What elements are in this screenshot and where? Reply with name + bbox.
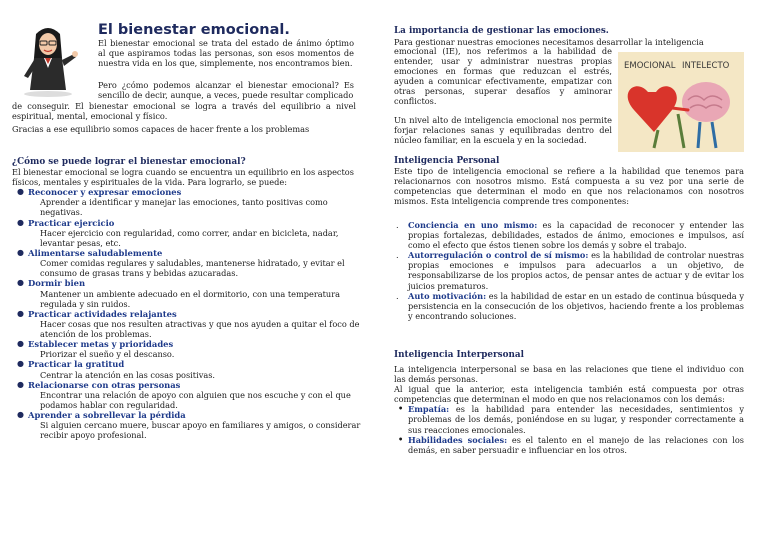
interpersonal-heading: Inteligencia Interpersonal: [394, 350, 524, 360]
component-term: Autorregulación o control de sí mismo:: [408, 250, 589, 261]
list-item: [17, 410, 362, 441]
personal-section: [394, 156, 744, 206]
section-intro: El bienestar emocional se logra cuando se encuentra un equilibrio en los aspectos físicos, mentales y espirituales de la vida. Para lograrlo, se puede:: [12, 167, 354, 188]
intro-paragraph-4: Gracias a ese equilibrio somos capaces de hacer frente a los problemas: [12, 124, 310, 134]
tip-desc: Hacer ejercicio con regularidad, como correr, andar en bicicleta, nadar, levantar pesas, etc.: [40, 227, 339, 248]
tip-desc: Encontrar una relación de apoyo con alguien que nos escuche y con el que podamos hablar con regularidad.: [40, 389, 351, 411]
list-item: [17, 308, 362, 340]
bullet-icon: ●: [17, 308, 24, 318]
intro-paragraph: El bienestar emocional se trata del estado de ánimo óptimo al que aspiramos todas las personas, son esos momentos de nuestra vida en los que, simplemente, nos encontramos bien.: [98, 38, 354, 69]
tip-title: Reconocer y expresar emociones: [28, 187, 182, 198]
list-item: [394, 404, 744, 434]
tip-desc: Hacer cosas que nos resulten atractivas y que nos ayuden a quitar el foco de atención de los problemas.: [40, 318, 360, 340]
bullet-icon: .: [396, 220, 399, 230]
component-term: Habilidades sociales:: [408, 434, 508, 445]
label-intelecto: INTELECTO: [682, 61, 730, 71]
tip-title: Alimentarse saludablemente: [28, 247, 163, 258]
list-item: [17, 217, 362, 248]
list-item: [17, 187, 362, 218]
how-section: [12, 157, 362, 441]
heart-brain-illustration: [618, 52, 744, 152]
list-item: [17, 247, 362, 279]
section-heading: ¿Cómo se puede lograr el bienestar emocional?: [12, 157, 246, 167]
tip-desc: Aprender a identificar y manejar las emociones, tanto positivas como negativas.: [40, 197, 328, 218]
bullet-icon: ●: [17, 339, 24, 349]
list-item: [394, 220, 744, 250]
personal-heading: Inteligencia Personal: [394, 156, 500, 166]
interpersonal-p1: La inteligencia interpersonal se basa en las relaciones que tiene el individuo con las demás personas.: [394, 364, 744, 385]
importance-paragraph-1: Para gestionar nuestras emociones necesitamos desarrollar la inteligencia: [394, 37, 704, 47]
tip-desc: Mantener un ambiente adecuado en el dormitorio, con una temperatura regulada y sin ruidos.: [40, 288, 340, 309]
interpersonal-section: [394, 350, 744, 455]
bullet-icon: ●: [17, 359, 24, 369]
bullet-icon: ●: [17, 278, 24, 288]
bullet-icon: .: [396, 250, 399, 261]
list-item: [17, 339, 362, 360]
brain-icon: [682, 82, 730, 122]
list-item: [17, 379, 362, 411]
list-item: [394, 291, 744, 321]
component-desc: es la habilidad de controlar nuestras propias emociones e impulsos para adecuarlos a un objetivo, de responsabilizarse de los propios actos, de pensar antes de actuar y de evitar los juicios prematuros.: [408, 250, 744, 291]
component-desc: es la habilidad de estar en un estado de continua búsqueda y persistencia en la consecución de los objetivos, haciendo frente a los problemas y encontrando soluciones.: [408, 290, 744, 321]
bullet-icon: ●: [17, 410, 24, 420]
component-term: Conciencia en uno mismo:: [408, 220, 538, 230]
importance-paragraph-2: emocional (IE), nos referimos a la habilidad de entender, usar y administrar nuestras propias emociones en formas que reduzcan el estrés, ayuden a comunicar efectivamente, empatizar con otras personas, superar desafíos y aminorar conflictos.: [394, 46, 612, 107]
bullet-icon: ●: [17, 217, 24, 227]
component-term: Empatía:: [408, 404, 450, 415]
tip-desc: Comer comidas regulares y saludables, mantenerse hidratado, y evitar el consumo de grasas trans y bebidas azucaradas.: [40, 258, 345, 279]
bullet-icon: •: [398, 433, 404, 444]
tip-title: Aprender a sobrellevar la pérdida: [28, 410, 186, 421]
importance-paragraph-3: Un nivel alto de inteligencia emocional nos permite forjar relaciones sanas y equilibradas dentro del núcleo familiar, en la escuela y en la sociedad.: [394, 115, 612, 146]
intro-paragraph-3: de conseguir. El bienestar emocional se logra a través del equilibrio a nivel espiritual, mental, emocional y físico.: [12, 101, 356, 122]
page-title: El bienestar emocional.: [98, 22, 290, 38]
list-item: [17, 359, 362, 380]
list-item: [394, 250, 744, 290]
list-item: [394, 435, 744, 455]
component-term: Auto motivación:: [408, 290, 487, 301]
tip-title: Relacionarse con otras personas: [28, 379, 181, 390]
component-desc: es el talento en el manejo de las relaciones con los demás, en saber persuadir e influenciar en los otros.: [408, 434, 744, 455]
tip-desc: Priorizar el sueño y el descanso.: [40, 349, 175, 360]
personal-components: [394, 220, 744, 321]
intro-paragraph-2: Pero ¿cómo podemos alcanzar el bienestar emocional? Es sencillo de decir, aunque, a veces, puede resultar complicado: [98, 80, 354, 101]
label-emocional: EMOCIONAL: [624, 61, 676, 71]
personal-intro: Este tipo de inteligencia emocional se refiere a la habilidad que tenemos para relacionarnos con nosotros mismo. Está compuesta a su vez por una serie de competencias que determinan el modo en que nos relacionamos con nosotros mismos. Esta inteligencia comprende tres componentes:: [394, 166, 744, 207]
bullet-icon: ●: [17, 379, 24, 389]
tips-list: [12, 187, 362, 440]
tip-desc: Centrar la atención en las cosas positivas.: [40, 369, 216, 380]
tip-title: Practicar actividades relajantes: [28, 308, 177, 319]
tip-title: Practicar ejercicio: [28, 217, 115, 228]
component-desc: es la habilidad para entender las necesidades, sentimientos y problemas de los demás, poniéndose en su lugar, y responder correctamente a sus reacciones emocionales.: [408, 404, 744, 435]
teacher-illustration: [14, 24, 88, 98]
list-item: [17, 278, 362, 309]
component-desc: es la capacidad de reconocer y entender las propias fortalezas, debilidades, estados de ánimo, emociones e impulsos, así como el efecto que éstos tienen sobre los demás y sobre el trabajo.: [408, 220, 744, 251]
tip-title: Practicar la gratitud: [28, 359, 125, 370]
bullet-icon: ●: [17, 187, 24, 197]
importance-heading: La importancia de gestionar las emociones.: [394, 26, 609, 36]
interpersonal-p2: Al igual que la anterior, esta inteligencia también está compuesta por otras competencias que determinan el modo en que nos relacionamos con los demás:: [394, 384, 744, 405]
tip-desc: Si alguien cercano muere, buscar apoyo en familiares y amigos, o considerar recibir apoyo profesional.: [40, 420, 361, 441]
tip-title: Establecer metas y prioridades: [28, 339, 174, 350]
bullet-icon: •: [398, 403, 404, 414]
bullet-icon: .: [396, 290, 399, 301]
bullet-icon: ●: [17, 247, 24, 257]
tip-title: Dormir bien: [28, 278, 86, 289]
